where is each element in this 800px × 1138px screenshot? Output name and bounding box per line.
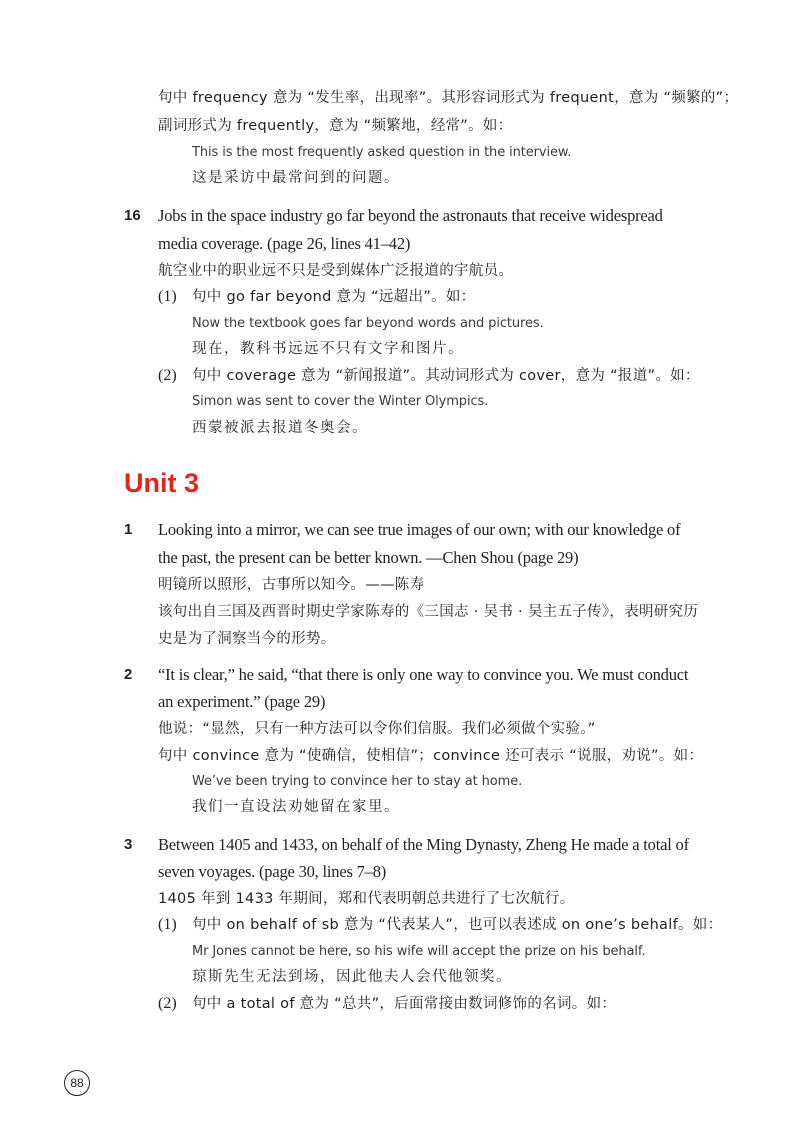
item-number: 1	[124, 521, 133, 538]
example-sentence-en: We’ve been trying to convince her to stay at home.	[192, 774, 523, 789]
item-translation-cn: 明镜所以照形，古事所以知今。——陈寿	[158, 577, 425, 593]
example-sentence-cn: 现在，教科书远远不只有文字和图片。	[192, 341, 464, 357]
sub-point-label: (2)	[158, 367, 177, 384]
explanation-line: 史是为了洞察当今的形势。	[158, 631, 336, 647]
example-sentence-cn: 这是采访中最常问到的问题。	[192, 170, 400, 186]
item-number: 2	[124, 666, 133, 683]
sub-point-label: (1)	[158, 916, 177, 933]
sub-point-text: 句中 go far beyond 意为 “远超出”。如：	[192, 289, 476, 305]
explanation-line: 副词形式为 frequently，意为 “频繁地，经常”。如：	[158, 118, 513, 134]
example-sentence-cn: 我们一直设法劝她留在家里。	[192, 799, 400, 815]
item-sentence-en: Looking into a mirror, we can see true images of our own; with our knowledge of	[158, 520, 681, 539]
explanation-line: 句中 convince 意为 “使确信，使相信”；convince 还可表示 “说服，劝说”。如：	[158, 748, 704, 764]
example-sentence-en: This is the most frequently asked question in the interview.	[192, 145, 572, 160]
item-sentence-en: the past, the present can be better known. —Chen Shou (page 29)	[158, 548, 579, 567]
page-number: 88	[64, 1070, 90, 1096]
explanation-line: 句中 frequency 意为 “发生率，出现率”。其形容词形式为 frequent，意为 “频繁的”；	[158, 90, 739, 106]
unit-heading: Unit 3	[124, 468, 200, 498]
sub-point-text: 句中 coverage 意为 “新闻报道”。其动词形式为 cover，意为 “报道”。如：	[192, 368, 700, 384]
item-sentence-en: an experiment.” (page 29)	[158, 692, 326, 711]
item-translation-cn: 他说：“显然，只有一种方法可以令你们信服。我们必须做个实验。”	[158, 721, 596, 737]
item-sentence-en: seven voyages. (page 30, lines 7–8)	[158, 862, 387, 881]
sub-point-label: (1)	[158, 288, 177, 305]
sub-point-text: 句中 on behalf of sb 意为 “代表某人”，也可以表述成 on one’s behalf。如：	[192, 917, 723, 933]
sub-point-label: (2)	[158, 995, 177, 1012]
item-sentence-en: Jobs in the space industry go far beyond the astronauts that receive widespread	[158, 206, 663, 225]
item-sentence-en: media coverage. (page 26, lines 41–42)	[158, 234, 411, 253]
example-sentence-en: Simon was sent to cover the Winter Olympics.	[192, 394, 489, 409]
item-number: 16	[124, 207, 141, 224]
item-sentence-en: “It is clear,” he said, “that there is only one way to convince you. We must conduct	[158, 665, 689, 684]
item-sentence-en: Between 1405 and 1433, on behalf of the Ming Dynasty, Zheng He made a total of	[158, 835, 689, 854]
example-sentence-cn: 西蒙被派去报道冬奥会。	[192, 420, 368, 436]
explanation-line: 该句出自三国及西晋时期史学家陈寿的《三国志 · 吴书 · 吴主五子传》，表明研究历	[158, 604, 699, 620]
example-sentence-cn: 琼斯先生无法到场，因此他夫人会代他领奖。	[192, 969, 512, 985]
sub-point-text: 句中 a total of 意为 “总共”，后面常接由数词修饰的名词。如：	[192, 996, 617, 1012]
item-number: 3	[124, 836, 133, 853]
example-sentence-en: Mr Jones cannot be here, so his wife will accept the prize on his behalf.	[192, 944, 646, 959]
item-translation-cn: 航空业中的职业远不只是受到媒体广泛报道的宇航员。	[158, 263, 514, 279]
example-sentence-en: Now the textbook goes far beyond words and pictures.	[192, 316, 544, 331]
item-translation-cn: 1405 年到 1433 年期间，郑和代表明朝总共进行了七次航行。	[158, 891, 575, 907]
